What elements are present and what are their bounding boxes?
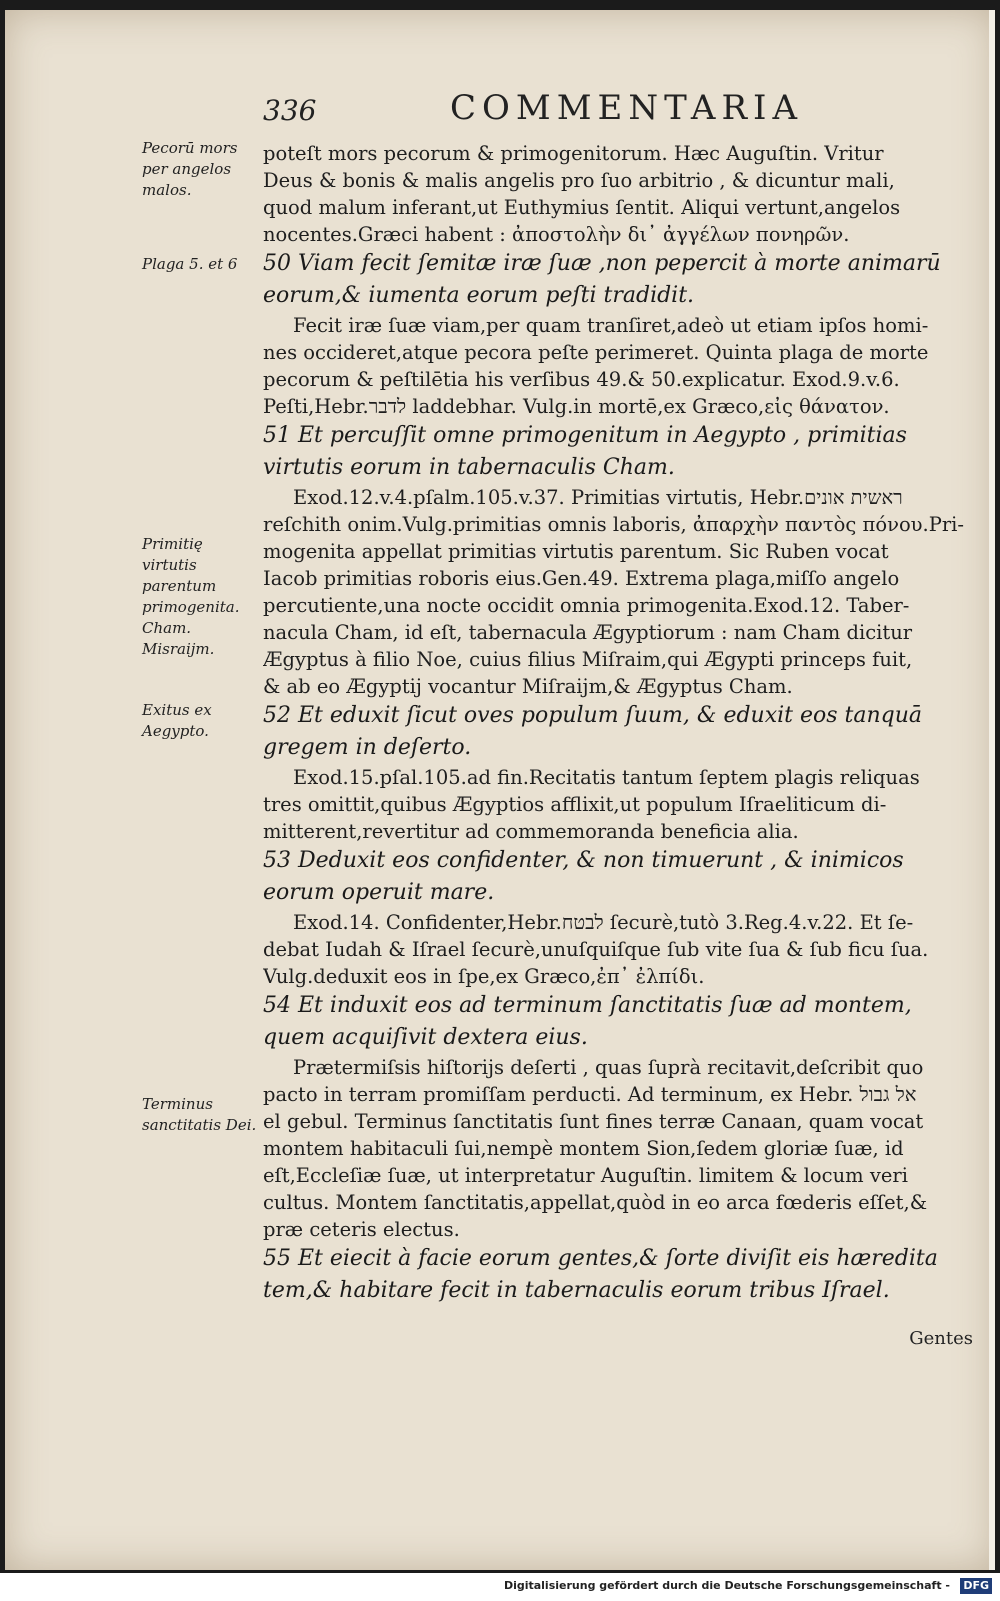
page-header (5, 88, 995, 138)
text-line: el gebul. Terminus ſanctitatis ſunt fines terræ Canaan, quam vocat (263, 1110, 924, 1133)
page-number: 336 (263, 94, 317, 127)
text-line: Ægyptus à filio Noe, cuius filius Miſraim,qui Ægypti princeps fuit, (263, 648, 913, 671)
margin-note: Primitię virtutis parentum primogenita. Cham. Misraijm. (142, 535, 240, 658)
text-line: præ ceteris electus. (263, 1218, 460, 1241)
text-line: Iacob primitias roboris eius.Gen.49. Extrema plaga,miſſo angelo (263, 567, 900, 590)
text-line: eſt,Eccleſiæ ſuæ, ut interpretatur Auguſtin. limitem & locum veri (263, 1164, 908, 1187)
verse-line: 53 Deduxit eos confidenter, & non timuerunt , & inimicos (263, 848, 904, 873)
text-line: & ab eo Ægyptij vocantur Miſraijm,& Ægyptus Cham. (263, 675, 793, 698)
verse-line: virtutis eorum in tabernaculis Cham. (263, 455, 675, 480)
margin-note: Terminus sanctitatis Dei. (142, 1095, 257, 1134)
text-line: Vulg.deduxit eos in ſpe,ex Græco,ἐπ᾽ ἐλπίδι. (263, 965, 705, 988)
text-line: nacula Cham, id eſt, tabernacula Ægyptiorum : nam Cham dicitur (263, 621, 913, 644)
verse-line: 54 Et induxit eos ad terminum ſanctitatis ſuæ ad montem, (263, 993, 912, 1018)
page-edge (989, 10, 995, 1570)
text-line: quod malum inferant,ut Euthymius ſentit. Aliqui vertunt,angelos (263, 196, 901, 219)
margin-note: Plaga 5. et 6 (142, 255, 238, 273)
text-line: mogenita appellat primitias virtutis parentum. Sic Ruben vocat (263, 540, 889, 563)
text-line: Deus & bonis & malis angelis pro ſuo arbitrio , & dicuntur mali, (263, 169, 895, 192)
text-line: Exod.15.pſal.105.ad fin.Recitatis tantum ſeptem plagis reliquas (293, 766, 920, 789)
text-line: nes occideret,atque pecora peſte perimeret. Quinta plaga de morte (263, 341, 929, 364)
text-line: reſchith onim.Vulg.primitias omnis laboris, ἀπαρχὴν παντὸς πόνου.Pri- (263, 513, 965, 536)
text-line: tres omittit,quibus Ægyptios afflixit,ut populum Iſraeliticum di- (263, 793, 887, 816)
verse-line: 51 Et percuſſit omne primogenitum in Aegypto , primitias (263, 423, 907, 448)
text-line: Fecit iræ ſuæ viam,per quam tranſiret,adeò ut etiam ipſos homi- (293, 314, 929, 337)
text-line: nocentes.Græci habent : ἀποστολὴν δι᾽ ἀγγέλων πονηρῶν. (263, 223, 850, 246)
running-title: COMMENTARIA (450, 88, 804, 128)
text-line: percutiente,una nocte occidit omnia primogenita.Exod.12. Taber- (263, 594, 910, 617)
text-line: debat Iudah & Iſrael ſecurè,unuſquiſque ſub vite ſua & ſub ficu ſua. (263, 938, 929, 961)
text-line: montem habitaculi ſui,nempè montem Sion,ſedem gloriæ ſuæ, id (263, 1137, 904, 1160)
verse-line: 52 Et eduxit ſicut oves populum ſuum, & eduxit eos tanquā (263, 703, 923, 728)
text-line: mitterent,revertitur ad commemoranda beneficia alia. (263, 820, 799, 843)
text-line: pecorum & peſtilētia his verſibus 49.& 50.explicatur. Exod.9.v.6. (263, 368, 900, 391)
text-line: Peſti,Hebr.לדבר laddebhar. Vulg.in mortē,ex Græco,εἰς θάνατον. (263, 395, 890, 418)
footer-credit: Digitalisierung gefördert durch die Deutsche Forschungsgemeinschaft - (503, 1579, 950, 1592)
verse-line: eorum,& iumenta eorum peſti tradidit. (263, 283, 695, 308)
text-line: Prætermiſsis hiſtorijs deſerti , quas ſuprà recitavit,deſcribit quo (293, 1056, 924, 1079)
book-page (5, 10, 995, 1570)
margin-note: Pecorū mors per angelos malos. (142, 139, 238, 199)
verse-line: quem acquiſivit dextera eius. (263, 1025, 588, 1050)
text-line: poteſt mors pecorum & primogenitorum. Hæc Auguſtin. Vritur (263, 142, 884, 165)
margin-note: Exitus ex Aegypto. (142, 701, 212, 740)
text-line: cultus. Montem ſanctitatis,appellat,quòd in eo arca fœderis eſſet,& (263, 1191, 928, 1214)
verse-line: eorum operuit mare. (263, 880, 495, 905)
text-line: Exod.14. Confidenter,Hebr.לבטח ſecurè,tutò 3.Reg.4.v.22. Et ſe- (293, 911, 914, 934)
body-text (263, 140, 988, 1307)
verse-line: 50 Viam fecit ſemitæ iræ ſuæ ,non pepercit à morte animarū (263, 251, 941, 276)
verse-line: tem,& habitare fecit in tabernaculis eorum tribus Iſrael. (263, 1278, 890, 1303)
text-line: pacto in terram promiſſam perducti. Ad terminum, ex Hebr. אל גבול (263, 1083, 917, 1106)
text-line: Exod.12.v.4.pſalm.105.v.37. Primitias virtutis, Hebr.ראשית אונים (293, 486, 903, 509)
dfg-logo: DFG (960, 1578, 992, 1594)
verse-line: 55 Et eiecit à facie eorum gentes,& ſorte diviſit eis hæredita (263, 1246, 938, 1271)
verse-line: gregem in deſerto. (263, 735, 472, 760)
footer-bar (0, 1573, 1000, 1601)
catchword: Gentes (909, 1328, 973, 1349)
